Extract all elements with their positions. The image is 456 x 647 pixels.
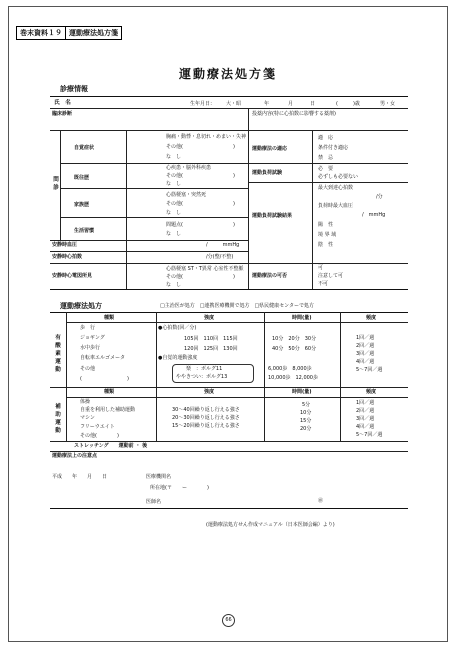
col-time-aerobic: 時間(量) [292,315,312,321]
appendix-number: 巻末資料１９ [20,29,62,37]
sex-options: 男・女 [380,101,396,107]
lifestyle-options: 問題点( ) [166,222,235,228]
hr-heading: ●心拍数(回／分) [158,325,197,331]
age-field: ( )歳 [336,101,360,107]
family-history-label: 家族歴 [74,202,90,208]
symptoms-other: その他( ) [166,144,235,150]
lifestyle-none: な し [166,231,182,237]
stress-test-opt-1: 必 要 [318,166,334,172]
rule [312,130,313,289]
freq-aerobic-3: 3回／週 [356,351,375,357]
max-hr-label: 最大到達心拍数 [318,185,354,191]
resting-ecg-label: 安静時心電図所見 [52,273,93,279]
symptoms-options: 胸痛・動悸・息切れ・めまい・失神 [166,134,247,140]
document-title: 運動療法処方箋 [178,67,277,81]
freq-support-3: 3回／週 [356,416,375,422]
page-number: 66 [222,614,235,627]
result-negative: 陰 性 [318,242,334,248]
prescription-date: 平成 年 月 日 [52,474,108,480]
month-unit: 月 [288,101,294,107]
aerobic-label: 有酸素運動 [55,335,61,373]
hr-row-2: 120回 125回 130回 [184,346,238,352]
support-label: 補助運動 [55,404,61,434]
freq-support-1: 1回／週 [356,400,375,406]
aerobic-item-walk: 歩 行 [80,325,96,331]
rule [50,240,248,241]
rule [50,508,408,509]
ecg-other: その他( ) [166,274,235,280]
year-unit: 年 [264,101,270,107]
borg-hard: ややきつい：ボルグ13 [176,374,228,380]
rule [50,312,408,313]
rule [50,108,408,109]
medication-label: 投薬内容(特に心拍数に影響する薬剤) [252,111,336,117]
rule [60,163,408,164]
support-time-3: 15分 [300,418,312,424]
history-none: な し [166,181,182,187]
interview-label: 問 診 [53,177,65,191]
rule [66,322,408,323]
address-label: 所在地(〒 ー ) [150,485,209,491]
col-intensity-aerobic: 強度 [204,315,215,321]
freq-aerobic-4: 4回／週 [356,359,375,365]
indication-label: 運動療法の適応 [252,146,288,152]
time-row-1: 10分 20分 30分 [272,336,317,342]
symptoms-label: 自覚症状 [74,145,95,151]
freq-aerobic-5: 5〜7回／週 [356,367,383,373]
support-item-1: 体操 [80,399,91,405]
resting-hr-label: 安静時心拍数 [52,254,83,260]
resting-bp-value: / mmHg [206,242,240,248]
rule [50,451,408,452]
prescriber-options: □主治医が処方 □連携医療機関で処方 □県民健康センターで処方 [160,303,314,309]
family-options: 心筋梗塞・突然死 [166,192,207,198]
indication-opt-3: 禁 忌 [318,155,334,161]
aerobic-item-other-field: ( ) [80,376,129,382]
family-other: その他( ) [166,201,235,207]
history-other: その他( ) [166,173,235,179]
freq-support-5: 5〜7回／週 [356,432,383,438]
rule [248,182,408,183]
col-intensity-support: 強度 [204,389,215,395]
feasibility-opt-2: 注意して可 [318,273,344,279]
support-intensity-2: 20〜30回繰り返し行える強さ [172,415,240,421]
resting-bp-label: 安静時血圧 [52,242,78,248]
aerobic-item-other: その他 [80,366,96,372]
clinical-diagnosis-label: 臨床診断 [52,111,73,117]
source-citation: (運動療法処方せん作成マニュアル（日本医師会編）より) [206,522,335,528]
rule [156,312,157,441]
seal-mark: ㊞ [318,498,324,504]
history-label: 既往歴 [74,175,90,181]
freq-aerobic-1: 1回／週 [356,335,375,341]
rule [60,130,61,240]
freq-support-2: 2回／週 [356,408,375,414]
support-time-2: 10分 [300,410,312,416]
family-none: な し [166,210,182,216]
feasibility-opt-1: 可 [318,265,324,271]
rule [66,312,67,441]
day-unit: 日 [310,101,316,107]
symptoms-none: な し [166,154,182,160]
rule [248,108,249,289]
support-item-4: フリーウエイト [80,424,115,430]
col-type-aerobic: 種類 [104,315,115,321]
rule [264,312,265,441]
result-positive: 陽 性 [318,222,334,228]
support-time-4: 20分 [300,426,312,432]
col-freq-aerobic: 頻度 [366,315,377,321]
patient-name-label: 氏 名 [54,100,71,106]
support-item-2: 自重を利用した補助運動 [80,407,136,413]
aerobic-item-bike: 自転車エルゴメータ [80,355,126,361]
rule [50,96,408,97]
appendix-name: 運動療法処方箋 [65,27,121,39]
aerobic-item-jog: ジョギング [80,335,105,341]
rule [248,263,408,264]
era-options: 大・昭 [226,101,242,107]
support-item-3: マシン [80,415,95,421]
lifestyle-label: 生活習慣 [74,228,95,234]
rule [66,397,408,398]
rule [50,387,408,388]
support-intensity-3: 15〜20回繰り返し行える強さ [172,423,240,429]
col-type-support: 種類 [104,389,115,395]
appendix-header [16,26,122,40]
support-time-1: 5分 [302,402,311,408]
steps-row-1: 6,000歩 8,000歩 [268,366,312,372]
freq-support-4: 4回／週 [356,424,375,430]
history-options: 心疾患・脳外科疾患 [166,165,212,171]
feasibility-opt-3: 不可 [318,281,329,287]
test-result-label: 運動負荷試験結果 [252,213,293,219]
rule [50,251,248,252]
time-row-2: 40分 50分 60分 [272,346,317,352]
feasibility-label: 運動療法の可否 [252,273,288,279]
support-item-5: その他( ) [80,433,119,439]
rule [60,188,248,189]
borg-easy: 楽 ：ボルグ11 [186,366,223,372]
notes-label: 運動療法上の注意点 [52,453,98,459]
hr-row-1: 105回 110回 115回 [184,336,238,342]
rule [50,441,408,442]
rule [60,217,248,218]
stress-test-opt-2: 必ずしも必要ない [318,174,359,180]
max-bp-label: 負荷時最大血圧 [318,203,354,209]
max-hr-unit: /分 [376,194,383,200]
rule [126,130,127,289]
stretching-row: ストレッチング 運動前 ・ 後 [74,443,148,449]
support-intensity-1: 30〜40回繰り返し行える強さ [172,407,240,413]
freq-aerobic-2: 2回／週 [356,343,375,349]
rule [50,289,408,290]
section-prescription: 運動療法処方 [60,302,102,310]
borg-heading: ●自覚的運動強度 [158,355,198,361]
rule [340,312,341,441]
indication-opt-2: 条件付き適応 [318,145,349,151]
ecg-options: 心筋梗塞 ST・T異常 心室性不整脈 [166,266,244,272]
section-diagnosis: 診療情報 [60,85,88,93]
result-borderline: 境 界 域 [318,232,337,238]
rule [50,130,408,131]
stress-test-label: 運動負荷試験 [252,170,283,176]
resting-hr-value: /分(整/不整) [206,254,234,260]
aerobic-item-water: 水中歩行 [80,345,101,351]
max-bp-unit: / mmHg [362,212,386,218]
institution-label: 医療機関名 [146,474,172,480]
steps-row-2: 10,000歩 12,000歩 [268,375,318,381]
col-freq-support: 頻度 [366,389,377,395]
doctor-label: 医師名 [146,499,162,505]
birth-label: 生年月日： [190,101,216,107]
indication-opt-1: 適 応 [318,135,334,141]
ecg-none: な し [166,282,182,288]
col-time-support: 時間(量) [292,389,312,395]
